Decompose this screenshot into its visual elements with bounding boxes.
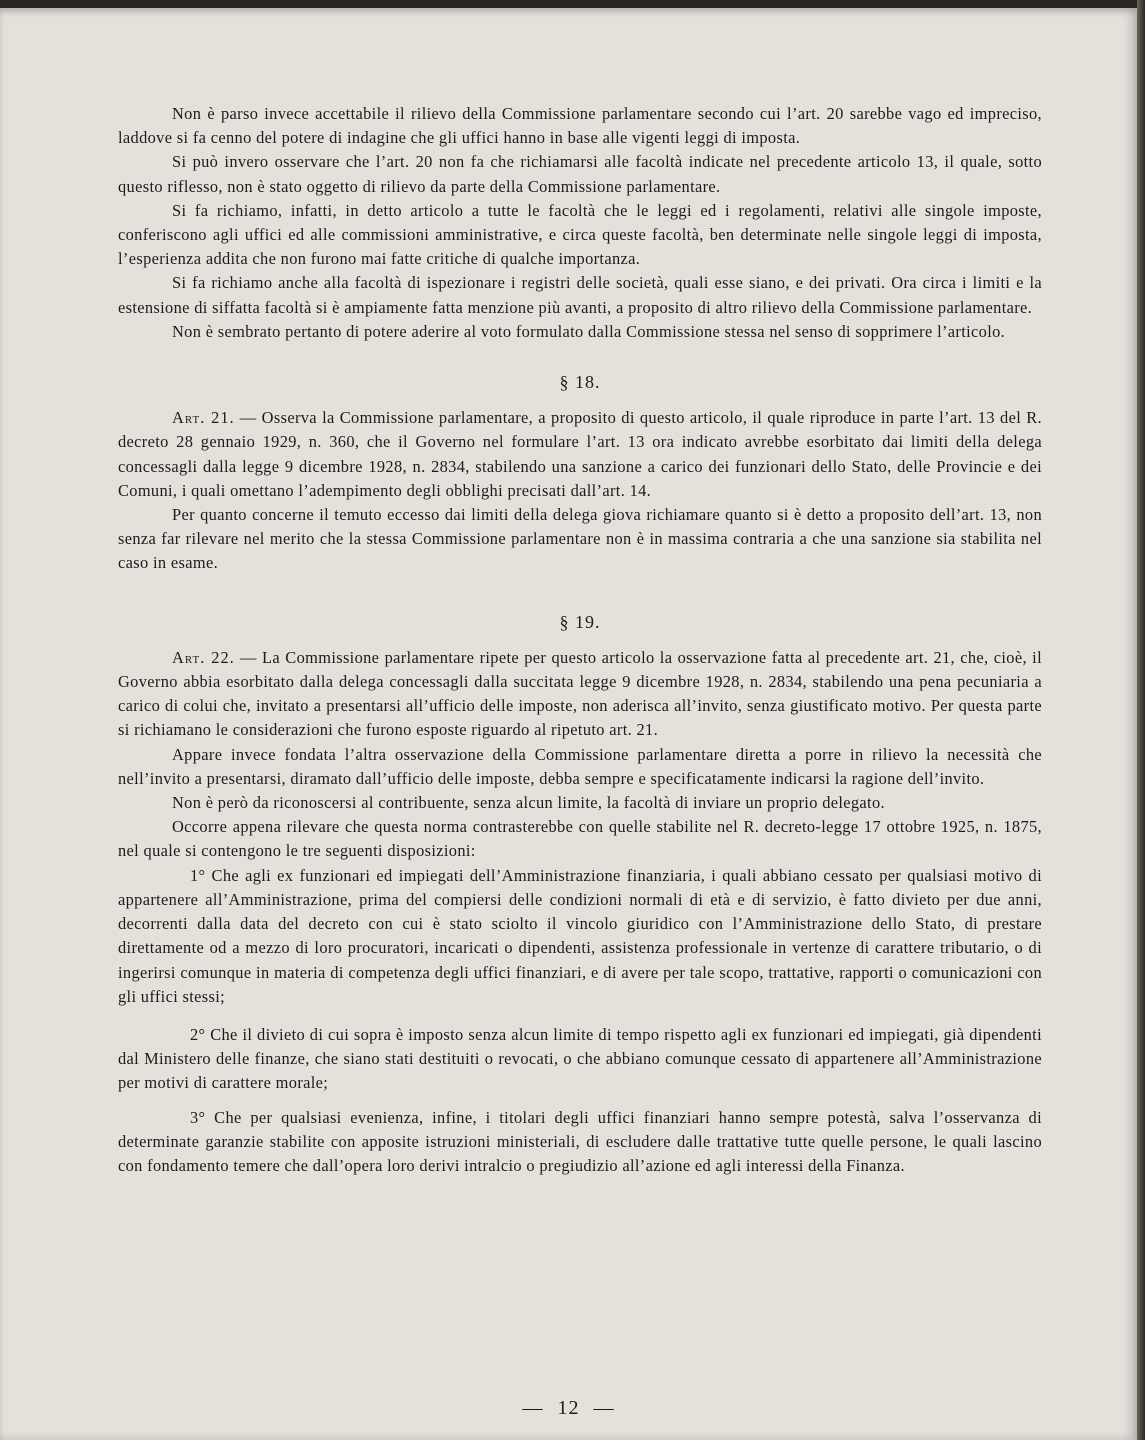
list-item: 2° Che il divieto di cui sopra è imposto senza alcun limite di tempo rispetto agli ex funzionari ed impiegati, già dipendenti dal Ministero delle finanze, che siano stati destituiti o revocati, o che abbiano comunque cessato di appartenere all’Amministrazione per motivi di carattere morale; <box>118 1024 1042 1093</box>
page-number-value: 12 <box>557 1397 580 1419</box>
paragraph: Si fa richiamo, infatti, in detto articolo a tutte le facoltà che le leggi ed i regolamenti, relativi alle singole imposte, conferiscono agli uffici ed alle commissioni amministrative, e circa queste facoltà, ben determinate nelle singole leggi di imposta, l’esperienza addita che non furono mai fatte critiche di qualche importanza. <box>118 200 1042 269</box>
list-item: 3° Che per qualsiasi evenienza, infine, i titolari degli uffici finanziari hanno sempre potestà, salva l’osservanza di determinate garanzie stabilite con apposite istruzioni ministeriali, di escludere dalle trattative tutte quelle persone, le quali lascino con fondamento temere che dall’opera loro derivi intralcio o pregiudizio all’azione ed agli interessi della Finanza. <box>118 1107 1042 1175</box>
section-heading-18: § 18. <box>559 372 601 393</box>
article-text: — Osserva la Commissione parlamentare, a proposito di questo articolo, il quale riproduce in parte l’art. 13 del R. decreto 28 gennaio 1929, n. 360, che il Governo nel formulare l’art. 13 ora indicato avrebbe esorbitato dai limiti della delega concessagli dalla legge 9 dicembre 1928, n. 2834, stabilendo una sanzione a carico dei funzionari dello Stato, delle Provincie e dei Comuni, i quali omettano l’adempimento degli obblighi precisati dall’art. 14. <box>118 408 1042 500</box>
paragraph: Si fa richiamo anche alla facoltà di ispezionare i registri delle società, quali esse siano, e dei privati. Ora circa i limiti e la estensione di siffatta facoltà si è ampiamente fatta menzione più avanti, a proposito di altro rilievo della Commissione parlamentare. <box>118 273 1042 317</box>
page-number <box>0 1397 1137 1420</box>
page-edge-shadow <box>1137 0 1145 1440</box>
paragraph: Si può invero osservare che l’art. 20 non fa che richiamarsi alle facoltà indicate nel precedente articolo 13, il quale, sotto questo riflesso, non è stato oggetto di rilievo da parte della Commissione parlamentare. <box>118 152 1042 196</box>
body-text <box>118 102 1042 1178</box>
paragraph: Non è sembrato pertanto di potere aderire al voto formulato dalla Commissione stessa nel senso di sopprimere l’articolo. <box>172 321 1006 341</box>
article-label: Art. 22. <box>172 647 235 667</box>
paragraph: Non è però da riconoscersi al contribuente, senza alcun limite, la facoltà di inviare un proprio delegato. <box>172 793 885 813</box>
section-heading-19: § 19. <box>559 611 601 632</box>
page-dash-left: — <box>522 1397 544 1419</box>
document-page <box>0 8 1137 1440</box>
paragraph: Per quanto concerne il temuto eccesso dai limiti della delega giova richiamare quanto si è detto a proposito dell’art. 13, non senza far rilevare nel merito che la stessa Commissione parlamentare non è in massima contraria a che una sanzione sia stabilita nel caso in esame. <box>118 505 1042 573</box>
page-dash-right: — <box>593 1397 615 1419</box>
paragraph: Occorre appena rilevare che questa norma contrasterebbe con quelle stabilite nel R. decreto-legge 17 ottobre 1925, n. 1875, nel quale si contengono le tre seguenti disposizioni: <box>118 817 1042 861</box>
list-item: 1° Che agli ex funzionari ed impiegati dell’Amministrazione finanziaria, i quali abbiano cessato per qualsiasi motivo di appartenere all’Amministrazione, prima del compiersi delle condizioni normali di età e di servizio, è fatto divieto per due anni, decorrenti dalla data del decreto con cui è stato sciolto il vincolo giuridico con l’Amministrazione dello Stato, di prestare direttamente od a mezzo di loro procuratori, incaricati o dipendenti, assistenza professionale in vertenze di carattere tributario, o di ingerirsi comunque in materia di competenza degli uffici finanziari, e di avere per tale scopo, trattative, rapporti o comunicazioni con gli uffici stessi; <box>118 865 1042 1006</box>
paragraph: Appare invece fondata l’altra osservazione della Commissione parlamentare diretta a porre in rilievo la necessità che nell’invito a presentarsi, diramato dall’ufficio delle imposte, debba sempre e specificatamente indicarsi la ragione dell’invito. <box>118 744 1042 788</box>
paragraph: Non è parso invece accettabile il rilievo della Commissione parlamentare secondo cui l’art. 20 sarebbe vago ed impreciso, laddove si fa cenno del potere di indagine che gli uffici hanno in base alle vigenti leggi di imposta. <box>118 104 1042 148</box>
article-22-paragraph <box>118 646 1042 743</box>
article-label: Art. 21. <box>172 408 235 428</box>
article-text: — La Commissione parlamentare ripete per questo articolo la osservazione fatta al precedente art. 21, che, cioè, il Governo abbia esorbitato dalla delega concessagli dalla succitata legge 9 dicembre 1928, n. 2834, stabilendo una pena pecuniaria a carico di colui che, invitato a presentarsi all’ufficio delle imposte, non aderisca all’invito, senza giustificato motivo. Per questa parte si richiamano le considerazioni che furono esposte riguardo al ripetuto art. 21. <box>118 647 1042 740</box>
article-21-paragraph <box>118 406 1042 503</box>
